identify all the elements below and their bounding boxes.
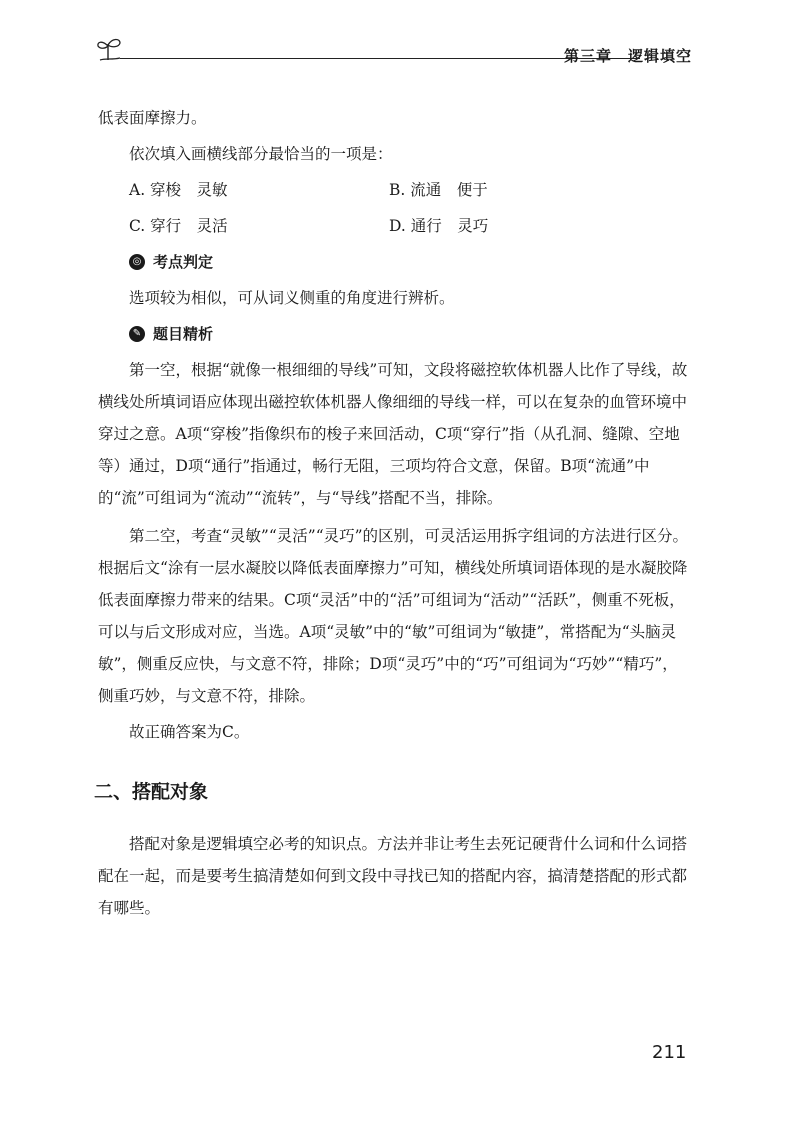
question-prompt: 依次填入画横线部分最恰当的一项是： <box>129 145 393 163</box>
section-paragraph: 搭配对象是逻辑填空必考的知识点。方法并非让考生去死记硬背什么词和什么词搭配在一起，而是要考生搞清楚如何到文段中寻找已知的搭配内容，搞清楚搭配的形式都有哪些。 <box>98 835 688 917</box>
jingxi-label-row <box>129 318 690 350</box>
target-icon: ◎ <box>129 254 145 270</box>
header-rule <box>120 58 640 59</box>
analysis-paragraph-1: 第一空，根据“就像一根细细的导线”可知，文段将磁控软体机器人比作了导线，故横线处所填词语应体现出磁控软体机器人像细细的导线一样，可以在复杂的血管环境中穿过之意。A项“穿梭”指像织布的梭子来回活动，C项“穿行”指（从孔洞、缝隙、空地等）通过，D项“通行”指通过，畅行无阻，三项均符合文意，保留。B项“流通”中的“流”可组词为“流动”“流转”，与“导线”搭配不当，排除。 <box>98 361 688 507</box>
kaodian-label-row <box>129 246 690 278</box>
pencil-icon: ✎ <box>129 326 145 342</box>
continued-line: 低表面摩擦力。 <box>98 109 207 127</box>
page-body <box>94 102 690 924</box>
sprout-icon <box>96 36 126 64</box>
option-c: C. 穿行 灵活 <box>129 217 228 235</box>
answer-line: 故正确答案为C。 <box>129 723 250 741</box>
jingxi-label: 题目精析 <box>153 325 214 343</box>
options-row-2 <box>129 210 690 242</box>
section-heading: 二、搭配对象 <box>94 781 209 803</box>
option-d: D. 通行 灵巧 <box>389 217 489 235</box>
kaodian-text: 选项较为相似，可从词义侧重的角度进行辨析。 <box>129 289 455 307</box>
kaodian-label: 考点判定 <box>153 253 214 271</box>
options-row-1 <box>129 174 690 206</box>
page-header <box>96 36 696 68</box>
analysis-paragraph-2: 第二空，考查“灵敏”“灵活”“灵巧”的区别，可灵活运用拆字组词的方法进行区分。根据后文“涂有一层水凝胶以降低表面摩擦力”可知，横线处所填词语体现的是水凝胶降低表面摩擦力带来的结果。C项“灵活”中的“活”可组词为“活动”“活跃”，侧重不死板，可以与后文形成对应，当选。A项“灵敏”中的“敏”可组词为“敏捷”，常搭配为“头脑灵敏”，侧重反应快，与文意不符，排除；D项“灵巧”中的“巧”可组词为“巧妙”“精巧”，侧重巧妙，与文意不符，排除。 <box>98 527 689 705</box>
option-b: B. 流通 便于 <box>389 181 488 199</box>
option-a: A. 穿梭 灵敏 <box>129 181 228 199</box>
chapter-title: 第三章 逻辑填空 <box>563 47 692 65</box>
page-number: 211 <box>652 1042 687 1063</box>
